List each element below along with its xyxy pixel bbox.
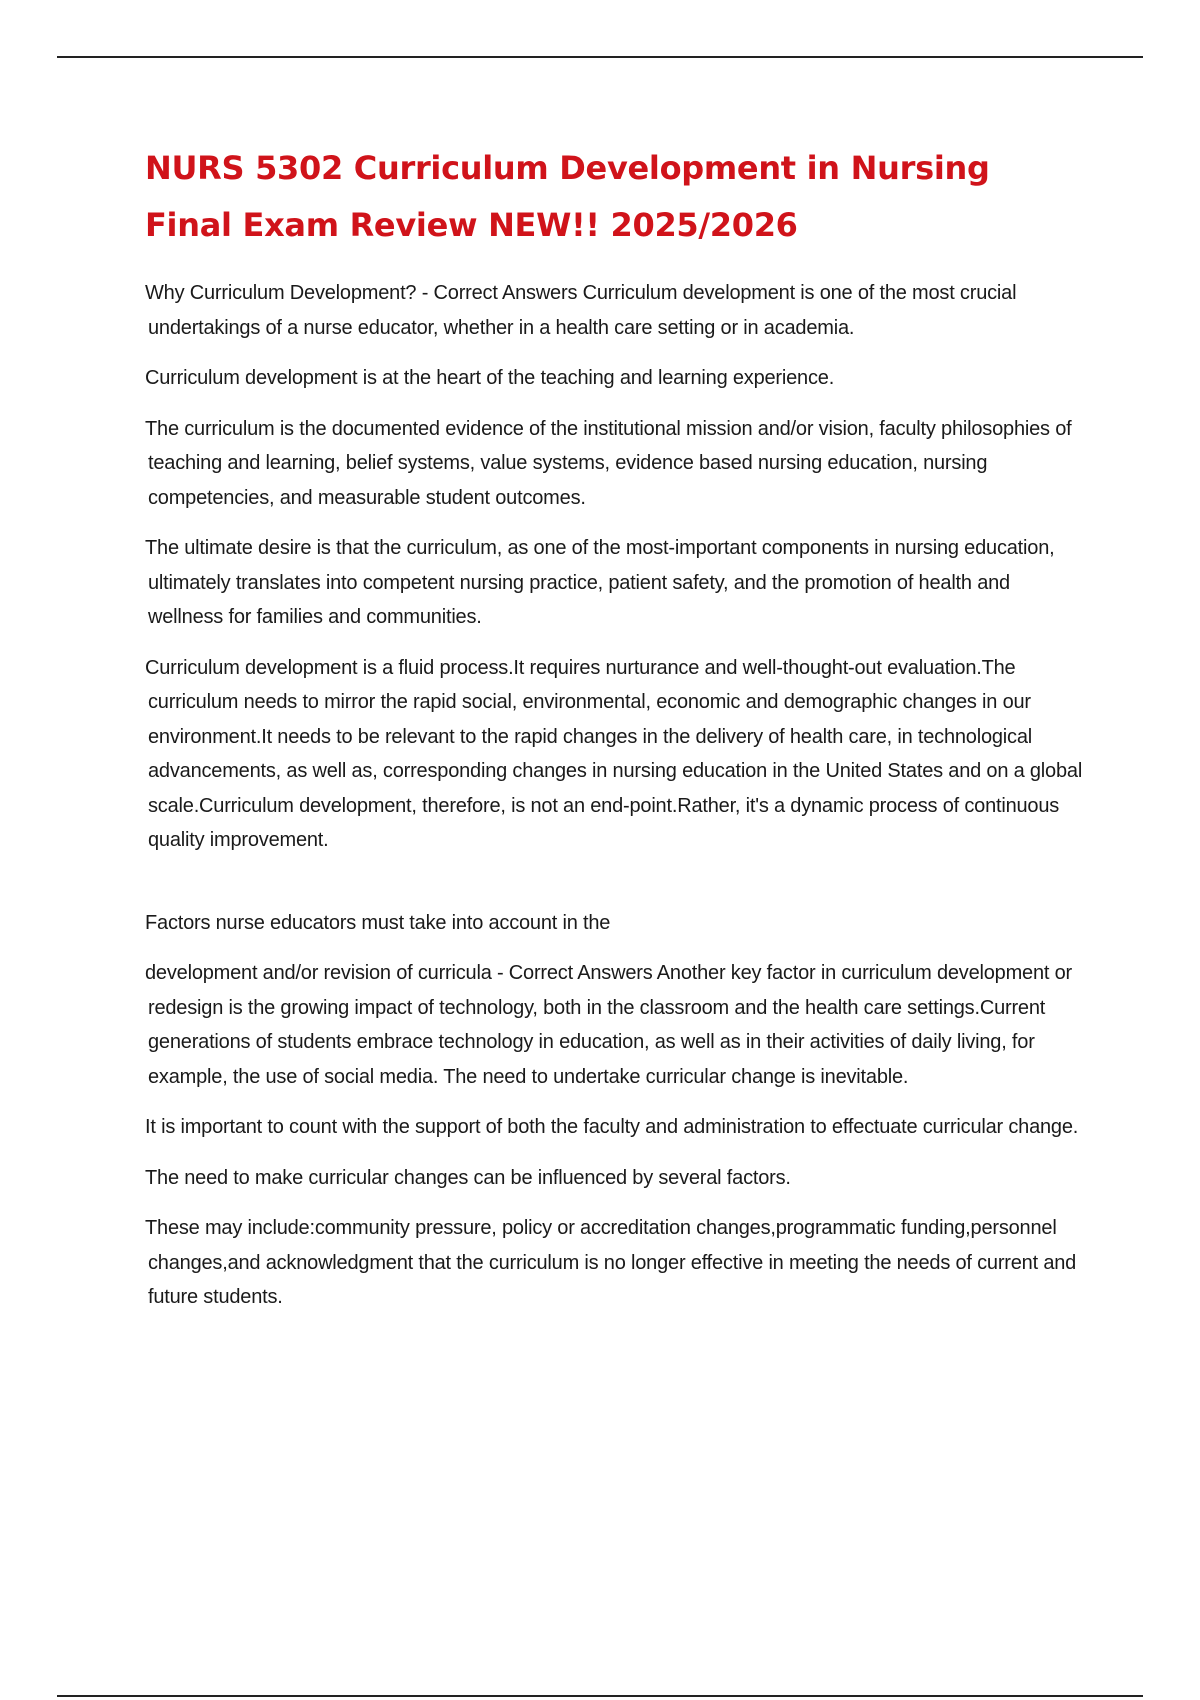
paragraph-support-faculty: It is important to count with the support of both the faculty and administration to effectuate curricular change. — [145, 1116, 1079, 1138]
document-title: NURS 5302 Curriculum Development in Nursing Final Exam Review NEW!! 2025/2026 — [145, 149, 990, 244]
paragraph-fluid-process: Curriculum development is a fluid process.It requires nurturance and well-thought-out evaluation.The curriculum needs to mirror the rapid social, environmental, economic and demographic changes in our environment.It needs to be relevant to the rapid changes in the delivery of health care, in technological advancements, as well as, corresponding changes in nursing education in the United States and on a global scale.Curriculum development, therefore, is not an end-point.Rather, it's a dynamic process of continuous quality improvement. — [145, 656, 1083, 851]
paragraph-development-revision: development and/or revision of curricula - Correct Answers Another key factor in curriculum development or redesign is the growing impact of technology, both in the classroom and the health care settings.Current generations of students embrace technology in education, as well as in their activities of daily living, for example, the use of social media. The need to undertake curricular change is inevitable. — [145, 962, 1073, 1088]
paragraph-factors-heading: Factors nurse educators must take into account in the — [145, 911, 611, 934]
paragraph-influenced-factors: The need to make curricular changes can be influenced by several factors. — [145, 1166, 791, 1189]
paragraph-ultimate-desire: The ultimate desire is that the curriculum, as one of the most-important components in nursing education, ultimately translates into competent nursing practice, patient safety, and the promotion of health and wellness for families and communities. — [145, 537, 1055, 628]
paragraph-documented-evidence: The curriculum is the documented evidence of the institutional mission and/or vision, faculty philosophies of teaching and learning, belief systems, value systems, evidence based nursing education, nursing competencies, and measurable student outcomes. — [145, 417, 1072, 509]
footer-rule — [57, 1695, 1143, 1697]
paragraph-why-curriculum: Why Curriculum Development? - Correct Answers Curriculum development is one of the most crucial undertakings of a nurse educator, whether in a health care setting or in academia. — [145, 282, 1017, 339]
document-body — [145, 140, 1085, 1331]
header-rule — [57, 56, 1143, 58]
paragraph-may-include: These may include:community pressure, policy or accreditation changes,programmatic funding,personnel changes,and acknowledgment that the curriculum is no longer effective in meeting the needs of current and future students. — [145, 1217, 1077, 1308]
paragraph-heart-of-teaching: Curriculum development is at the heart of the teaching and learning experience. — [145, 367, 835, 389]
